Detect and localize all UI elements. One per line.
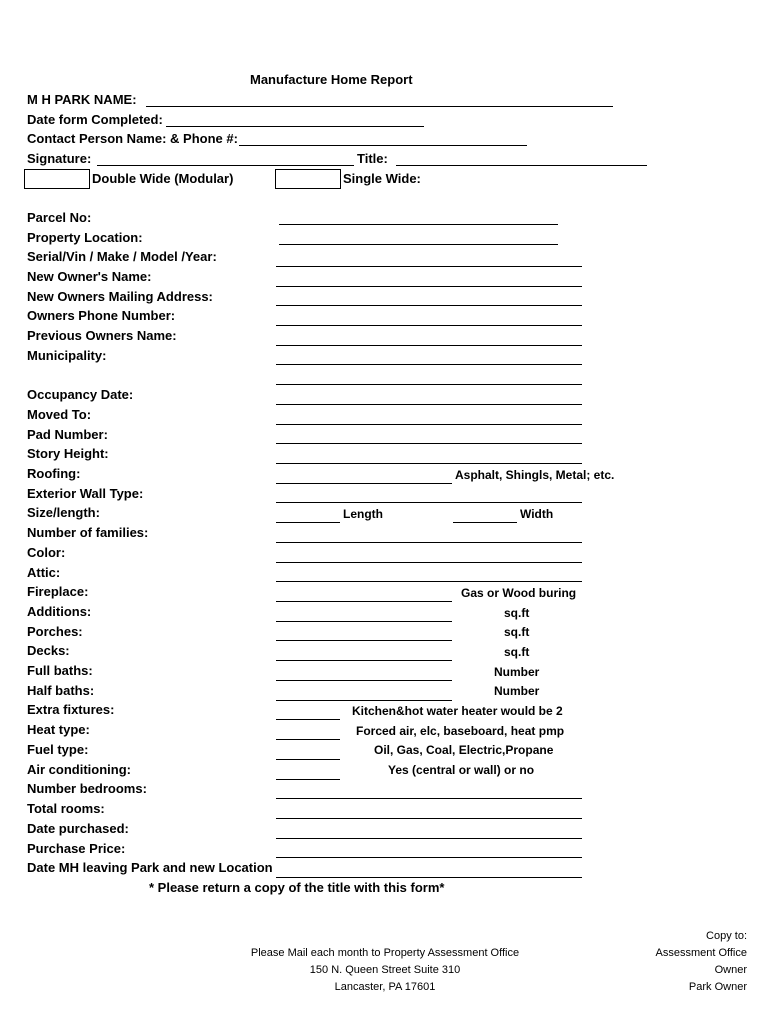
extra-fixtures-hint: Kitchen&hot water heater would be 2 xyxy=(352,704,563,718)
exterior-wall-field[interactable] xyxy=(276,502,582,503)
occupancy-date-field[interactable] xyxy=(276,404,582,405)
purchase-price-label: Purchase Price: xyxy=(27,841,126,856)
bedrooms-label: Number bedrooms: xyxy=(27,781,147,796)
width-field[interactable] xyxy=(453,522,517,523)
park-name-field[interactable] xyxy=(146,106,613,107)
pad-number-field[interactable] xyxy=(276,443,582,444)
moved-to-label: Moved To: xyxy=(27,407,92,422)
date-completed-label: Date form Completed: xyxy=(27,112,163,127)
size-length-label: Size/length: xyxy=(27,505,100,520)
new-owner-mailing-field[interactable] xyxy=(276,305,582,306)
length-field[interactable] xyxy=(276,522,340,523)
additions-hint: sq.ft xyxy=(504,606,530,620)
attic-field[interactable] xyxy=(276,581,582,582)
municipality-label: Municipality: xyxy=(27,348,107,363)
air-conditioning-field[interactable] xyxy=(276,779,340,780)
date-completed-field[interactable] xyxy=(166,126,424,127)
title-field[interactable] xyxy=(396,165,647,166)
copy-assessment-office: Assessment Office xyxy=(655,947,747,959)
double-wide-label: Double Wide (Modular) xyxy=(92,171,234,186)
date-leaving-field[interactable] xyxy=(276,877,582,878)
length-hint: Length xyxy=(343,507,383,521)
double-wide-checkbox[interactable] xyxy=(24,169,90,189)
owner-phone-field[interactable] xyxy=(276,325,582,326)
moved-to-field[interactable] xyxy=(276,424,582,425)
air-conditioning-label: Air conditioning: xyxy=(27,762,131,777)
heat-type-label: Heat type: xyxy=(27,722,90,737)
additions-label: Additions: xyxy=(27,604,92,619)
previous-owner-field[interactable] xyxy=(276,345,582,346)
additions-field[interactable] xyxy=(276,621,452,622)
serial-vin-label: Serial/Vin / Make / Model /Year: xyxy=(27,249,217,264)
mail-line-3: Lancaster, PA 17601 xyxy=(334,981,436,993)
date-purchased-field[interactable] xyxy=(276,838,582,839)
families-label: Number of families: xyxy=(27,525,149,540)
copy-to-label: Copy to: xyxy=(706,930,747,942)
property-location-field[interactable] xyxy=(279,244,558,245)
contact-label: Contact Person Name: & Phone #: xyxy=(27,131,238,146)
pad-number-label: Pad Number: xyxy=(27,427,108,442)
bedrooms-field[interactable] xyxy=(276,798,582,799)
heat-type-field[interactable] xyxy=(276,739,340,740)
fuel-type-hint: Oil, Gas, Coal, Electric,Propane xyxy=(374,743,554,757)
fuel-type-label: Fuel type: xyxy=(27,742,89,757)
color-field[interactable] xyxy=(276,562,582,563)
story-height-label: Story Height: xyxy=(27,446,109,461)
parcel-no-field[interactable] xyxy=(279,224,558,225)
extra-fixtures-label: Extra fixtures: xyxy=(27,702,115,717)
decks-label: Decks: xyxy=(27,643,70,658)
porches-label: Porches: xyxy=(27,624,83,639)
owner-phone-label: Owners Phone Number: xyxy=(27,308,176,323)
roofing-hint: Asphalt, Shingls, Metal; etc. xyxy=(455,468,615,482)
new-owner-mailing-label: New Owners Mailing Address: xyxy=(27,289,213,304)
fireplace-label: Fireplace: xyxy=(27,584,89,599)
attic-label: Attic: xyxy=(27,565,61,580)
decks-field[interactable] xyxy=(276,660,452,661)
municipality-field[interactable] xyxy=(276,364,582,365)
purchase-price-field[interactable] xyxy=(276,857,582,858)
single-wide-checkbox[interactable] xyxy=(275,169,341,189)
copy-park-owner: Park Owner xyxy=(688,981,747,993)
title-copy-note: * Please return a copy of the title with this form* xyxy=(149,880,445,895)
air-conditioning-hint: Yes (central or wall) or no xyxy=(388,763,535,777)
fireplace-hint: Gas or Wood buring xyxy=(461,586,577,600)
serial-vin-field[interactable] xyxy=(276,266,582,267)
families-field[interactable] xyxy=(276,542,582,543)
heat-type-hint: Forced air, elc, baseboard, heat pmp xyxy=(356,724,565,738)
occupancy-date-label: Occupancy Date: xyxy=(27,387,134,402)
color-label: Color: xyxy=(27,545,66,560)
form-title: Manufacture Home Report xyxy=(250,72,413,87)
mail-line-2: 150 N. Queen Street Suite 310 xyxy=(309,964,461,976)
mail-line-1: Please Mail each month to Property Assessment Office xyxy=(250,947,520,959)
exterior-wall-label: Exterior Wall Type: xyxy=(27,486,144,501)
roofing-field[interactable] xyxy=(276,483,452,484)
title-label: Title: xyxy=(357,151,388,166)
roofing-label: Roofing: xyxy=(27,466,81,481)
full-baths-field[interactable] xyxy=(276,680,452,681)
porches-hint: sq.ft xyxy=(504,625,530,639)
half-baths-label: Half baths: xyxy=(27,683,95,698)
new-owner-name-field[interactable] xyxy=(276,286,582,287)
story-height-field[interactable] xyxy=(276,463,582,464)
copy-owner: Owner xyxy=(714,964,747,976)
signature-field[interactable] xyxy=(97,165,354,166)
total-rooms-label: Total rooms: xyxy=(27,801,105,816)
park-name-label: M H PARK NAME: xyxy=(27,92,137,107)
property-location-label: Property Location: xyxy=(27,230,143,245)
full-baths-hint: Number xyxy=(494,665,540,679)
porches-field[interactable] xyxy=(276,640,452,641)
single-wide-label: Single Wide: xyxy=(343,171,421,186)
signature-label: Signature: xyxy=(27,151,92,166)
parcel-no-label: Parcel No: xyxy=(27,210,92,225)
contact-field[interactable] xyxy=(239,145,527,146)
new-owner-name-label: New Owner's Name: xyxy=(27,269,152,284)
half-baths-field[interactable] xyxy=(276,700,452,701)
blank-field-line[interactable] xyxy=(276,384,582,385)
previous-owner-label: Previous Owners Name: xyxy=(27,328,177,343)
date-leaving-label: Date MH leaving Park and new Location xyxy=(27,860,273,875)
width-hint: Width xyxy=(520,507,554,521)
total-rooms-field[interactable] xyxy=(276,818,582,819)
full-baths-label: Full baths: xyxy=(27,663,93,678)
date-purchased-label: Date purchased: xyxy=(27,821,129,836)
half-baths-hint: Number xyxy=(494,684,540,698)
fuel-type-field[interactable] xyxy=(276,759,340,760)
decks-hint: sq.ft xyxy=(504,645,530,659)
fireplace-field[interactable] xyxy=(276,601,452,602)
extra-fixtures-field[interactable] xyxy=(276,719,340,720)
